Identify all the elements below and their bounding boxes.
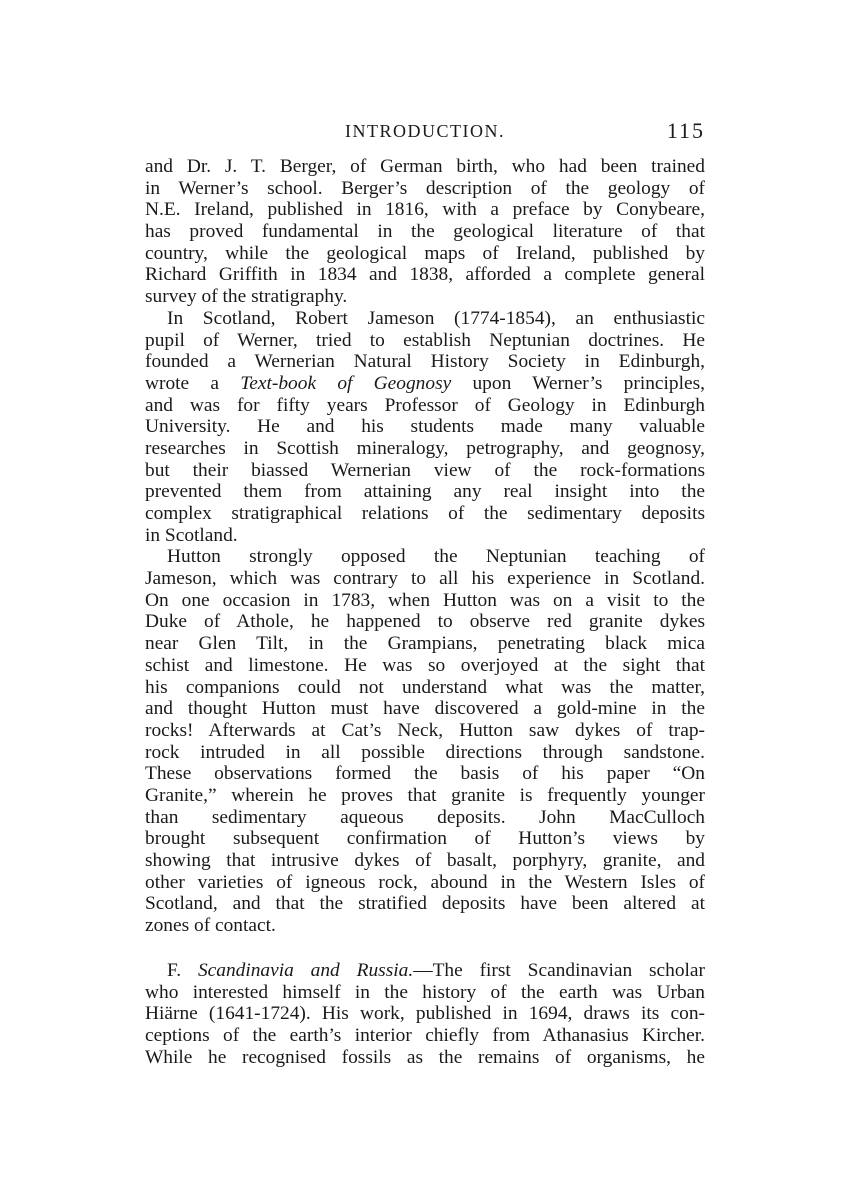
paragraph-griffith bbox=[145, 156, 705, 308]
text-line: country, while the geological maps of Ireland, published by bbox=[145, 242, 705, 264]
text-line: has proved fundamental in the geological literature of that bbox=[145, 221, 705, 243]
text-line: Duke of Athole, he happened to observe red granite dykes bbox=[145, 611, 705, 633]
running-title: INTRODUCTION. bbox=[345, 121, 505, 141]
text-line: rock intruded in all possible directions through sandstone. bbox=[145, 741, 705, 763]
text-line: near Glen Tilt, in the Grampians, penetrating black mica bbox=[145, 633, 705, 655]
text-line: N.E. Ireland, published in 1816, with a preface by Conybeare, bbox=[145, 199, 705, 221]
book-title-italic: Text-book of Geognosy bbox=[240, 372, 452, 394]
text-line: and thought Hutton must have discovered a gold-mine in the bbox=[145, 698, 705, 720]
text-fragment: —The first Scandinavian scholar bbox=[413, 960, 705, 981]
text-line: in Scotland. bbox=[145, 524, 238, 546]
text-line: Scotland, and that the stratified deposits have been altered at bbox=[145, 893, 705, 915]
running-header bbox=[145, 118, 705, 148]
text-line: While he recognised fossils as the remains of organisms, he bbox=[145, 1046, 705, 1068]
text-line: ceptions of the earth’s interior chiefly from Athanasius Kircher. bbox=[145, 1025, 705, 1047]
text-line: who interested himself in the history of the earth was Urban bbox=[145, 981, 705, 1003]
text-line: and was for fifty years Professor of Geology in Edinburgh bbox=[145, 394, 705, 416]
text-line: brought subsequent confirmation of Hutton’s views by bbox=[145, 828, 705, 850]
section-f bbox=[145, 960, 705, 1068]
text-line: but their biassed Wernerian view of the rock-formations bbox=[145, 459, 705, 481]
text-line: researches in Scottish mineralogy, petrography, and geognosy, bbox=[145, 437, 705, 459]
text-line: rocks! Afterwards at Cat’s Neck, Hutton saw dykes of trap- bbox=[145, 719, 705, 741]
text-line: and Dr. J. T. Berger, of German birth, who had been trained bbox=[145, 156, 705, 177]
text-line: showing that intrusive dykes of basalt, porphyry, granite, and bbox=[145, 850, 705, 871]
page-number: 115 bbox=[666, 118, 705, 143]
text-line bbox=[145, 960, 705, 982]
text-line: Hutton strongly opposed the Neptunian teaching of bbox=[167, 546, 705, 568]
text-line: In Scotland, Robert Jameson (1774-1854), an enthusiastic bbox=[167, 307, 705, 329]
text-line: Richard Griffith in 1834 and 1838, afforded a complete general bbox=[145, 264, 705, 286]
paragraph-jameson bbox=[145, 308, 705, 547]
text-line: than sedimentary aqueous deposits. John MacCulloch bbox=[145, 806, 705, 828]
text-line: complex stratigraphical relations of the sedimentary deposits bbox=[145, 503, 705, 524]
text-line: survey of the stratigraphy. bbox=[145, 286, 348, 308]
text-fragment: upon Werner’s principles, bbox=[451, 372, 705, 394]
section-heading: Scandinavia and Russia. bbox=[197, 960, 414, 981]
text-line: prevented them from attaining any real insight into the bbox=[145, 481, 705, 503]
text-line: zones of contact. bbox=[145, 915, 276, 937]
text-line: schist and limestone. He was so overjoyed at the sight that bbox=[145, 654, 705, 676]
text-line: Hiärne (1641-1724). His work, published in 1694, draws its con- bbox=[145, 1003, 705, 1025]
text-line: his companions could not understand what was the matter, bbox=[145, 676, 705, 698]
text-line: These observations formed the basis of his paper “On bbox=[145, 763, 705, 785]
text-line: other varieties of igneous rock, abound in the Western Isles of bbox=[145, 871, 705, 893]
text-line: in Werner’s school. Berger’s description of the geology of bbox=[145, 177, 705, 199]
text-line bbox=[145, 373, 705, 395]
paragraph-hutton bbox=[145, 546, 705, 936]
text-line: University. He and his students made many valuable bbox=[145, 416, 705, 438]
text-fragment: wrote a bbox=[145, 372, 241, 394]
text-line: founded a Wernerian Natural History Society in Edinburgh, bbox=[145, 351, 705, 373]
text-line: pupil of Werner, tried to establish Neptunian doctrines. He bbox=[145, 329, 705, 351]
body-text bbox=[145, 156, 705, 937]
section-label: F. bbox=[167, 960, 182, 981]
text-line: Granite,” wherein he proves that granite is frequently younger bbox=[145, 784, 705, 806]
text-line: Jameson, which was contrary to all his experience in Scotland. bbox=[145, 568, 705, 590]
text-line: On one occasion in 1783, when Hutton was on a visit to the bbox=[145, 589, 705, 611]
